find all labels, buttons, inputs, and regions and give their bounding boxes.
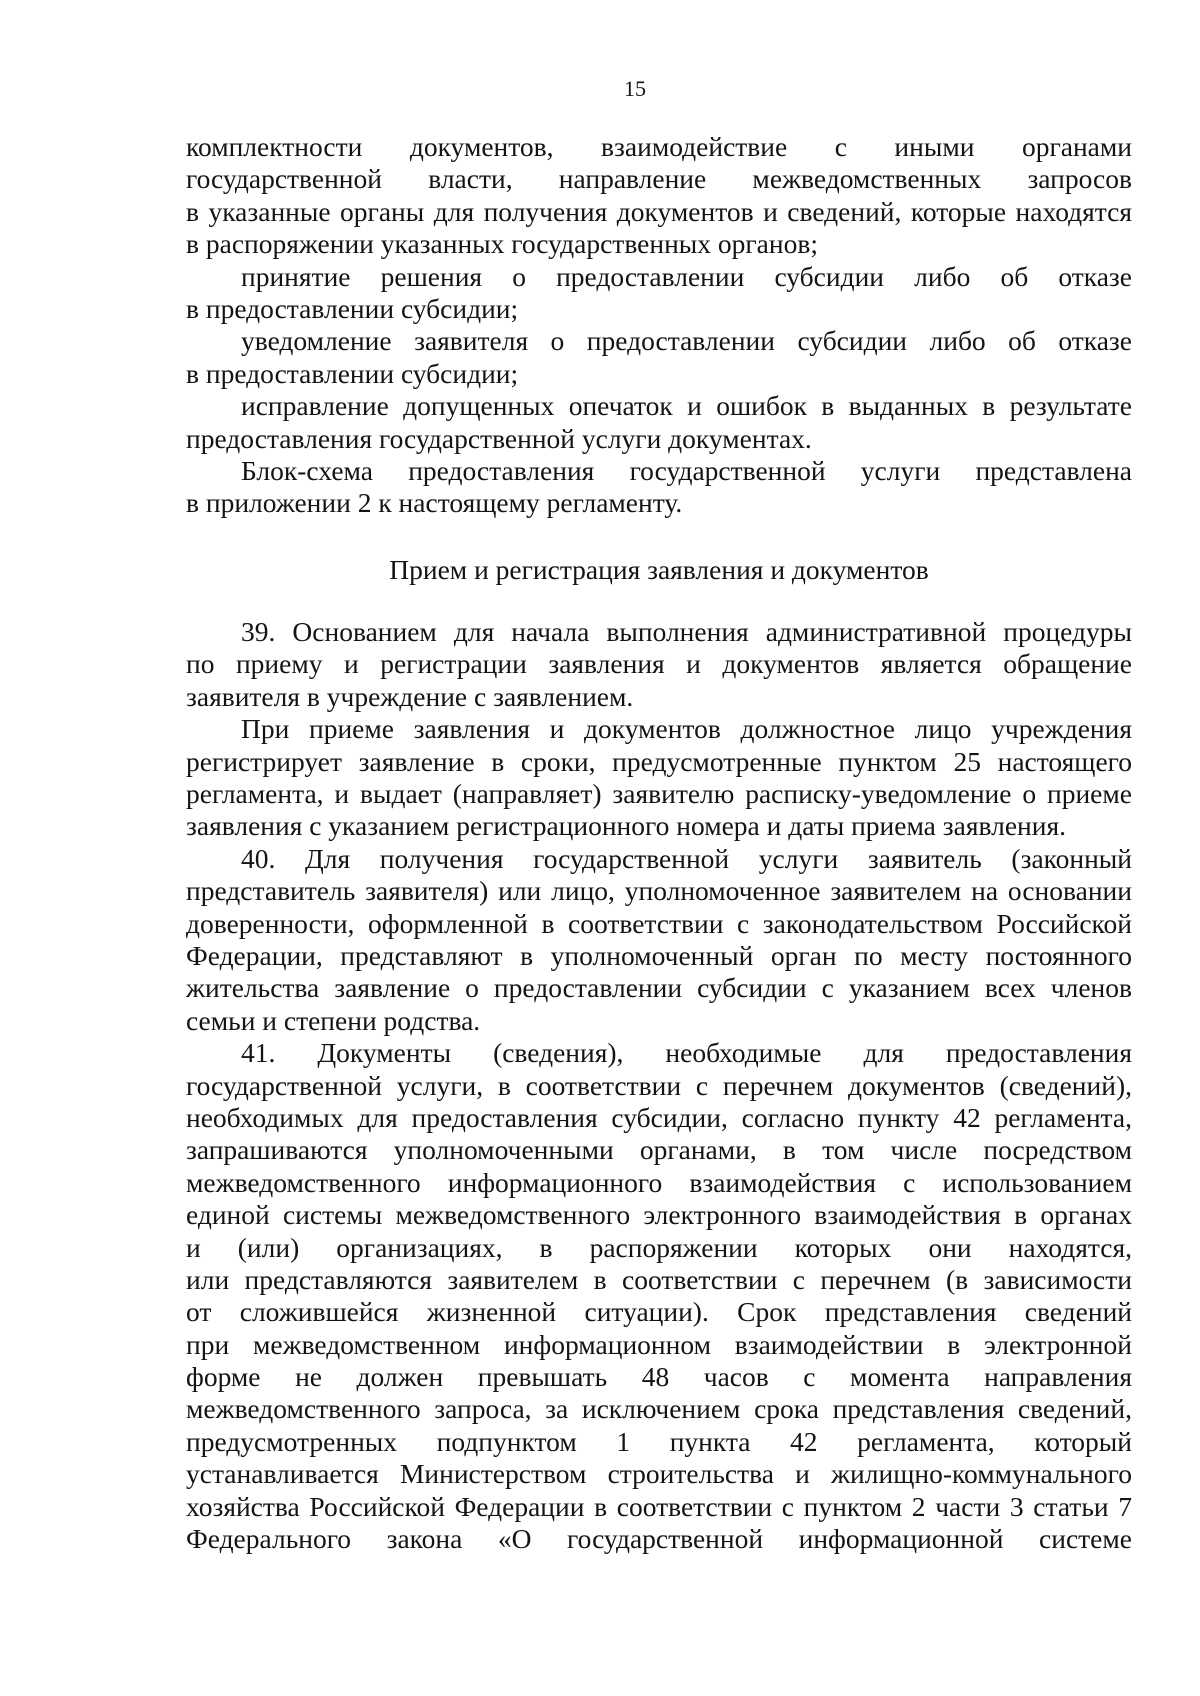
text-line: устанавливается Министерством строительства и жилищно-коммунального — [186, 1458, 1132, 1490]
text-line: жительства заявление о предоставлении субсидии с указанием всех членов — [186, 972, 1132, 1004]
text-line: комплектности документов, взаимодействие с иными органами — [186, 131, 1132, 162]
text-line: межведомственного запроса, за исключением срока представления сведений, — [186, 1393, 1132, 1425]
text-line: исправление допущенных опечаток и ошибок в выданных в результате — [241, 390, 1132, 422]
text-line: в указанные органы для получения документов и сведений, которые находятся — [186, 195, 1132, 227]
text-line: Федерации, представляют в уполномоченный орган по месту постоянного — [186, 939, 1132, 971]
text-line: хозяйства Российской Федерации в соответствии с пунктом 2 части 3 статьи 7 — [186, 1490, 1132, 1522]
text-line: единой системы межведомственного электронного взаимодействия в органах — [186, 1199, 1132, 1231]
text-line: семьи и степени родства. — [186, 1004, 481, 1036]
text-line: доверенности, оформленной в соответствии с законодательством Российской — [186, 907, 1132, 939]
text-line: в предоставлении субсидии; — [186, 357, 519, 389]
text-line: регистрирует заявление в сроки, предусмотренные пунктом 25 настоящего — [186, 745, 1132, 777]
page-number: 15 — [624, 76, 646, 101]
text-line: 41. Документы (сведения), необходимые для предоставления — [241, 1037, 1132, 1069]
text-line: Федерального закона «О государственной информационной системе — [186, 1523, 1132, 1555]
document-body — [186, 131, 1132, 1555]
text-line: заявления с указанием регистрационного номера и даты приема заявления. — [186, 810, 1066, 842]
text-line: в распоряжении указанных государственных органов; — [186, 228, 818, 260]
spacer — [186, 586, 1132, 616]
text-line: заявителя в учреждение с заявлением. — [186, 680, 634, 712]
text-line: предусмотренных подпунктом 1 пункта 42 регламента, который — [186, 1425, 1132, 1457]
text-line: представитель заявителя) или лицо, уполномоченное заявителем на основании — [186, 875, 1132, 907]
text-line: форме не должен превышать 48 часов с момента направления — [186, 1361, 1132, 1393]
section-heading: Прием и регистрация заявления и документов — [389, 553, 929, 585]
text-line: При приеме заявления и документов должностное лицо учреждения — [241, 713, 1132, 745]
text-line: регламента, и выдает (направляет) заявителю расписку-уведомление о приеме — [186, 778, 1132, 810]
text-line: уведомление заявителя о предоставлении субсидии либо об отказе — [241, 325, 1132, 357]
text-line: предоставления государственной услуги документах. — [186, 422, 812, 454]
text-line: принятие решения о предоставлении субсидии либо об отказе — [241, 260, 1132, 292]
text-line: запрашиваются уполномоченными органами, в том числе посредством — [186, 1134, 1132, 1166]
text-line: 40. Для получения государственной услуги заявитель (законный — [241, 842, 1132, 874]
text-line: государственной услуги, в соответствии с перечнем документов (сведений), — [186, 1069, 1132, 1101]
text-line: при межведомственном информационном взаимодействии в электронной — [186, 1328, 1132, 1360]
text-line: 39. Основанием для начала выполнения административной процедуры — [241, 616, 1132, 648]
text-line: и (или) организациях, в распоряжении которых они находятся, — [186, 1231, 1132, 1263]
text-line: в предоставлении субсидии; — [186, 292, 519, 324]
text-line: по приему и регистрации заявления и документов является обращение — [186, 648, 1132, 680]
text-line: от сложившейся жизненной ситуации). Срок представления сведений — [186, 1296, 1132, 1328]
text-line: межведомственного информационного взаимодействия с использованием — [186, 1166, 1132, 1198]
text-line: необходимых для предоставления субсидии, согласно пункту 42 регламента, — [186, 1101, 1132, 1133]
text-line: Блок-схема предоставления государственной услуги представлена — [241, 454, 1132, 486]
text-line: государственной власти, направление межведомственных запросов — [186, 163, 1132, 195]
spacer — [186, 520, 1132, 554]
text-line: или представляются заявителем в соответствии с перечнем (в зависимости — [186, 1263, 1132, 1295]
text-line: в приложении 2 к настоящему регламенту. — [186, 487, 683, 519]
